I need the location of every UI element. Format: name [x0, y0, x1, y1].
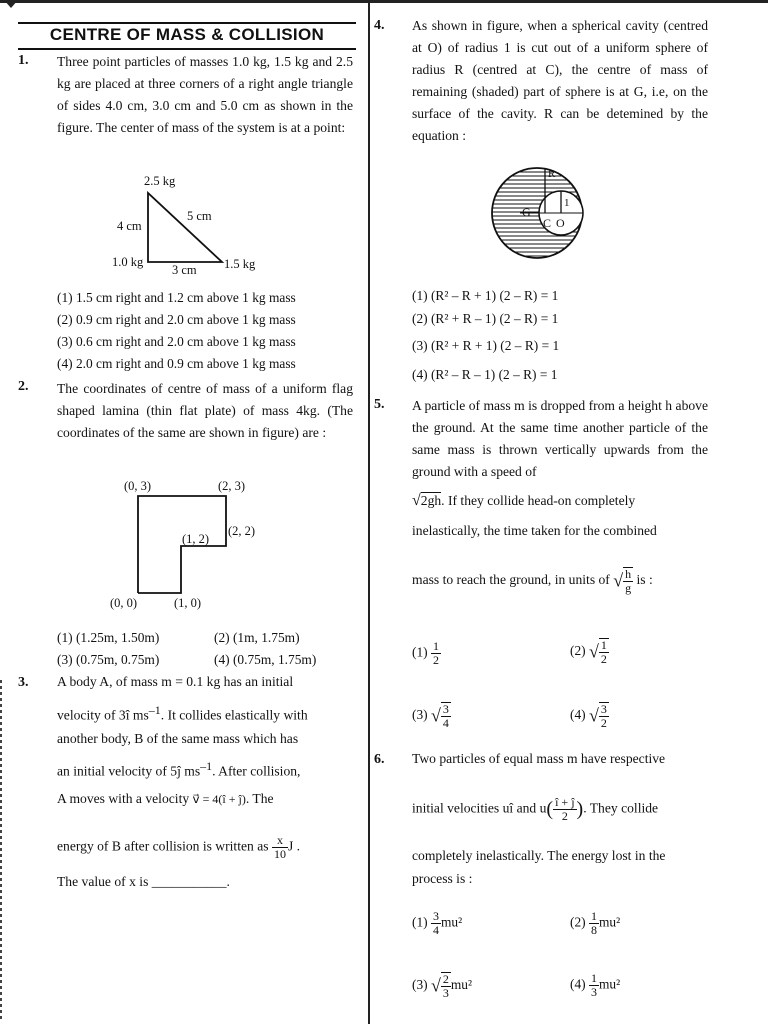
- q3-line1: A body A, of mass m = 0.1 kg has an initial: [57, 674, 294, 689]
- q6-number: 6.: [374, 752, 385, 767]
- q6-line2: initial velocities uî and u( $\frac{î + ĵ}{2}$ ). They collide: [412, 795, 659, 823]
- q1-option-4[interactable]: (4) 2.0 cm right and 0.9 cm above 1 kg mass: [57, 356, 296, 371]
- q4-label-G: G: [522, 205, 531, 219]
- q2-label-23: (2, 3): [218, 479, 246, 493]
- q1-text: Three point particles of masses 1.0 kg, 1.5 kg and 2.5 kg are placed at three corners of a right angle triangle of sides 4.0 cm, 3.0 cm and 5.0 cm as shown in the figure. The center of mass of the system is at a point:: [57, 54, 353, 135]
- q1-side-bottom: 3 cm: [172, 263, 197, 277]
- q3-line5: A moves with a velocity v⃗ = 4(î + ĵ). The: [57, 791, 274, 806]
- section-title: CENTRE OF MASS & COLLISION: [49, 25, 325, 44]
- q1-mass-bl: 1.0 kg: [112, 255, 144, 269]
- q4-option-1[interactable]: (1) (R² – R + 1) (2 – R) = 1: [412, 288, 559, 303]
- q2-label-10: (1, 0): [174, 596, 202, 610]
- q6-option-1[interactable]: (1) $\frac{3}{4}$ mu²: [412, 909, 463, 937]
- q3-number: 3.: [18, 675, 29, 690]
- q5-line2: inelastically, the time taken for the combined: [412, 523, 657, 538]
- q6-line1: Two particles of equal mass m have respective: [412, 751, 666, 766]
- q5-option-3[interactable]: (3) √ $\frac{3}{4}$: [412, 702, 449, 730]
- q4-label-1: 1: [564, 197, 570, 209]
- q5-line3: mass to reach the ground, in units of √ $\frac{h}{g}$ is :: [412, 567, 653, 595]
- q4-option-4[interactable]: (4) (R² – R – 1) (2 – R) = 1: [412, 367, 558, 382]
- q2-label-12: (1, 2): [182, 532, 210, 546]
- q4-label-O: O: [556, 216, 565, 230]
- q6-line3: completely inelastically. The energy lost in the: [412, 848, 666, 863]
- q5-line-speed: √2gh. If they collide head-on completely: [412, 492, 636, 509]
- q3-line3: another body, B of the same mass which has: [57, 731, 299, 746]
- q3-line2: velocity of 3î $ms^{-1}$. It collides elastically with: [57, 703, 308, 723]
- q1-side-hyp: 5 cm: [187, 209, 212, 223]
- q3-line4: an initial velocity of 5ĵ $ms^{-1}$. After collision,: [57, 759, 301, 779]
- q2-label-00: (0, 0): [110, 596, 138, 610]
- q2-label-03: (0, 3): [124, 479, 152, 493]
- q5-text: A particle of mass m is dropped from a height h above the ground. At the same time another particle of the same mass is thrown vertically upwards from the ground with a speed of: [412, 398, 708, 479]
- q4-label-R: R: [548, 168, 556, 180]
- q2-option-1[interactable]: (1) (1.25m, 1.50m): [57, 630, 160, 645]
- q2-option-4[interactable]: (4) (0.75m, 1.75m): [214, 652, 317, 667]
- q4-text: As shown in figure, when a spherical cavity (centred at O) of radius 1 is cut out of a uniform sphere of radius R (centred at C), the centre of mass of remaining (shaded) part of sphere is at G, i.e, on the surface of the cavity. R can be detemined by the equation :: [412, 18, 708, 143]
- q4-number: 4.: [374, 18, 385, 33]
- q1-option-1[interactable]: (1) 1.5 cm right and 1.2 cm above 1 kg mass: [57, 290, 296, 305]
- q2-option-2[interactable]: (2) (1m, 1.75m): [214, 630, 300, 645]
- q2-text: The coordinates of centre of mass of a uniform flag shaped lamina (thin flat plate) of mass 4kg. (The coordinates of the same are shown in figure) are :: [57, 381, 353, 440]
- q2-option-3[interactable]: (3) (0.75m, 0.75m): [57, 652, 160, 667]
- q1-number: 1.: [18, 53, 29, 68]
- q6-option-4[interactable]: (4) $\frac{1}{3}$ mu²: [570, 971, 621, 999]
- q5-option-2[interactable]: (2) √ $\frac{1}{2}$: [570, 638, 607, 666]
- q6-line4: process is :: [412, 871, 473, 886]
- q6-option-2[interactable]: (2) $\frac{1}{8}$ mu²: [570, 909, 621, 937]
- q5-option-4[interactable]: (4) √ $\frac{3}{2}$: [570, 702, 607, 730]
- q1-option-3[interactable]: (3) 0.6 cm right and 2.0 cm above 1 kg mass: [57, 334, 296, 349]
- binding-edge: [0, 680, 2, 1020]
- q1-option-2[interactable]: (2) 0.9 cm right and 2.0 cm above 1 kg mass: [57, 312, 296, 327]
- q1-mass-top: 2.5 kg: [144, 174, 176, 188]
- q4-option-3[interactable]: (3) (R² + R + 1) (2 – R) = 1: [412, 338, 560, 353]
- q1-side-left: 4 cm: [117, 219, 142, 233]
- q3-line7: The value of x is ___________.: [57, 874, 230, 889]
- q4-label-C: C: [543, 216, 552, 230]
- q2-number: 2.: [18, 379, 29, 394]
- q1-mass-br: 1.5 kg: [224, 257, 256, 271]
- q4-sphere-figure: [0, 0, 768, 280]
- q5-option-1[interactable]: (1) $\frac{1}{2}$: [412, 639, 439, 667]
- q5-number: 5.: [374, 397, 385, 412]
- q3-line6: energy of B after collision is written as $\frac{x}{10}$ J .: [57, 833, 301, 861]
- q4-option-2[interactable]: (2) (R² + R – 1) (2 – R) = 1: [412, 311, 559, 326]
- q2-label-22: (2, 2): [228, 524, 256, 538]
- q6-option-3[interactable]: (3) √ $\frac{2}{3}$ mu²: [412, 972, 473, 1000]
